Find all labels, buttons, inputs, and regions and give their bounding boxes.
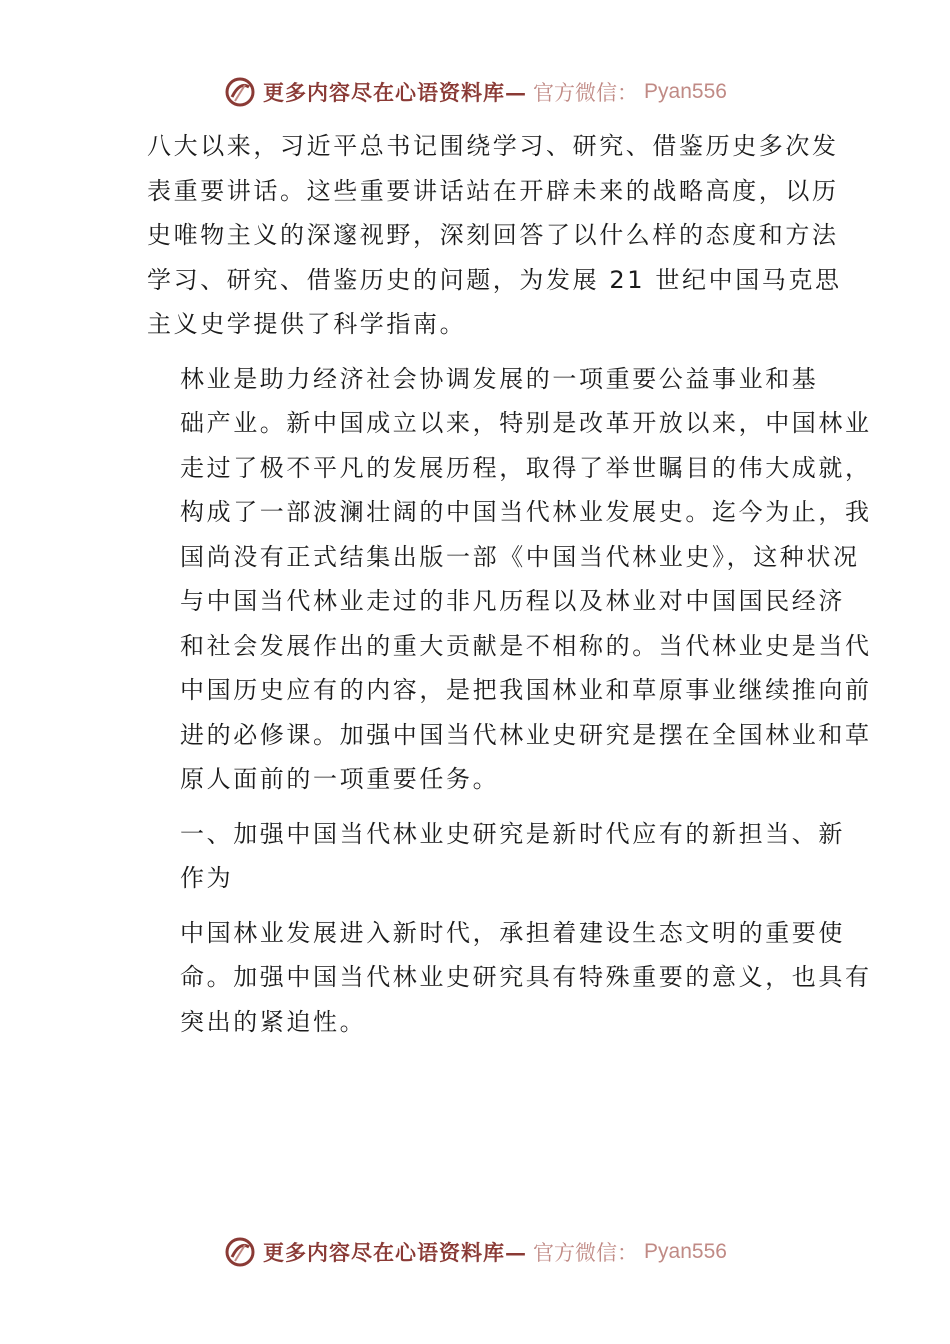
footer-banner	[0, 1232, 950, 1272]
document-body	[147, 124, 872, 1054]
text-line: 础产业。新中国成立以来，特别是改革开放以来，中国林业	[180, 409, 872, 437]
text-line: 走过了极不平凡的发展历程，取得了举世瞩目的伟大成就，	[180, 453, 872, 482]
text-line: 突出的紧迫性。	[180, 1007, 367, 1036]
text-line: 中国历史应有的内容，是把我国林业和草原事业继续推向前	[180, 676, 872, 704]
paragraph-2	[147, 357, 872, 802]
text-line: 表重要讲话。这些重要讲话站在开辟未来的战略高度，以历	[147, 176, 839, 205]
section-heading-1	[147, 812, 845, 901]
text-line: 和社会发展作出的重大贡献是不相称的。当代林业史是当代	[180, 631, 872, 660]
paragraph-1	[147, 124, 842, 347]
text-line: 史唯物主义的深邃视野，深刻回答了以什么样的态度和方法	[147, 221, 839, 249]
text-line: 主义史学提供了科学指南。	[147, 310, 467, 338]
text-line: 构成了一部波澜壮阔的中国当代林业发展史。迄今为止，我	[180, 498, 872, 526]
header-banner	[0, 72, 950, 112]
footer-wechat-id: Pyan556	[644, 1240, 727, 1263]
text-line: 国尚没有正式结集出版一部《中国当代林业史》，这种状况	[180, 542, 860, 571]
text-line: 作为	[180, 864, 234, 892]
header-brand-text: 更多内容尽在心语资料库—	[263, 80, 528, 105]
text-line: 八大以来，习近平总书记围绕学习、研究、借鉴历史多次发	[147, 132, 839, 160]
footer-wechat-label: 官方微信：	[533, 1241, 639, 1265]
text-line: 一、加强中国当代林业史研究是新时代应有的新担当、新	[180, 819, 845, 848]
footer-brand-text: 更多内容尽在心语资料库—	[263, 1240, 528, 1265]
text-line: 林业是助力经济社会协调发展的一项重要公益事业和基	[180, 364, 819, 393]
header-wechat-label: 官方微信：	[533, 81, 639, 105]
paragraph-3	[147, 911, 872, 1045]
text-line: 中国林业发展进入新时代，承担着建设生态文明的重要使	[180, 918, 845, 947]
brand-logo-icon	[223, 1235, 257, 1269]
text-line: 学习、研究、借鉴历史的问题，为发展 21 世纪中国马克思	[147, 265, 842, 294]
brand-logo-icon	[223, 75, 257, 109]
text-line: 进的必修课。加强中国当代林业史研究是摆在全国林业和草	[180, 720, 872, 749]
text-line: 与中国当代林业走过的非凡历程以及林业对中国国民经济	[180, 587, 845, 615]
header-wechat-id: Pyan556	[644, 80, 727, 103]
text-line: 原人面前的一项重要任务。	[180, 765, 500, 793]
text-line: 命。加强中国当代林业史研究具有特殊重要的意义，也具有	[180, 963, 872, 991]
